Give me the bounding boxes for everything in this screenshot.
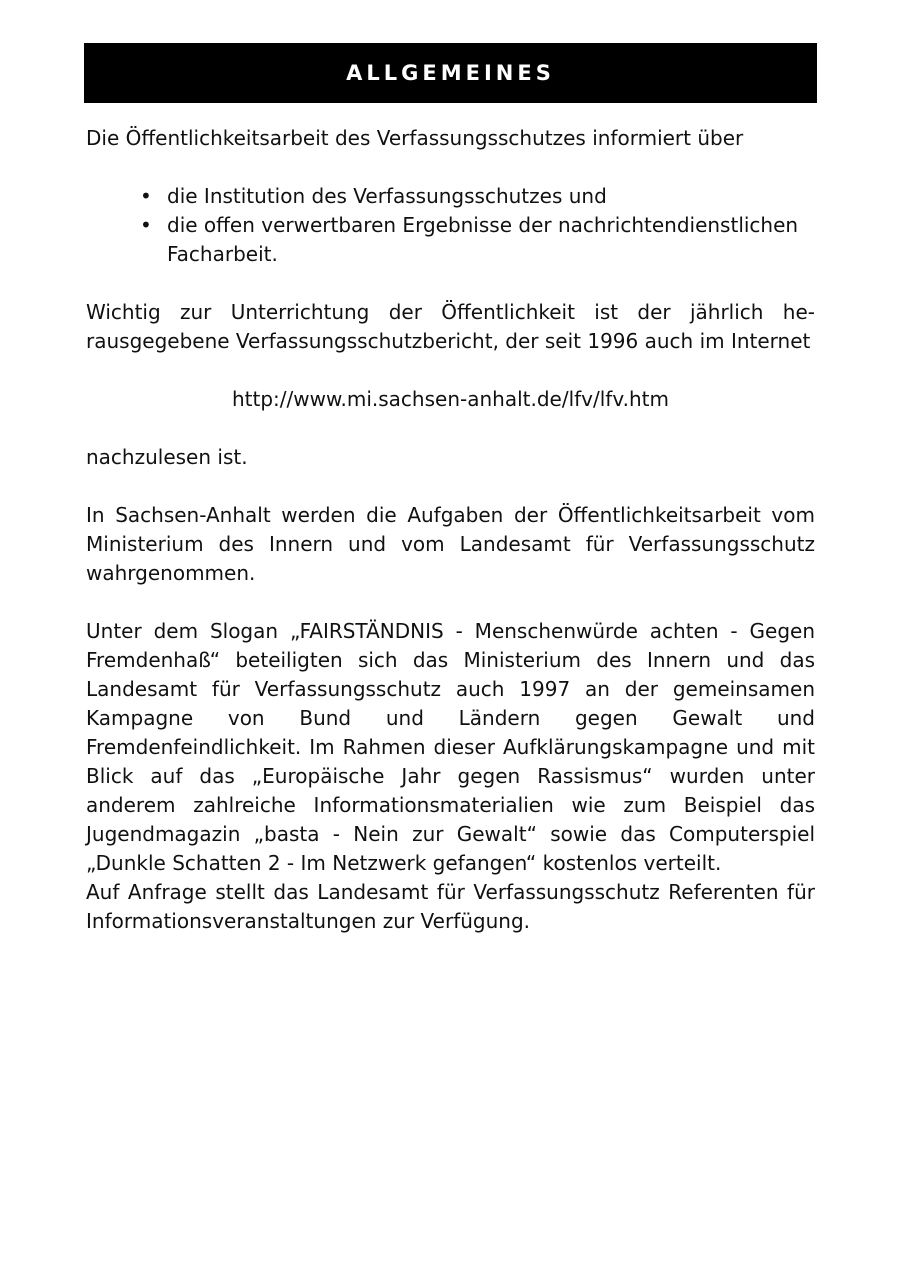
bullet-item-results [86,211,815,269]
section-title: ALLGEMEINES [346,61,555,85]
bullet-text: die offen verwertbaren Ergebnisse der nachrichtendienstlichen Facharbeit. [167,213,799,266]
speakers-paragraph: Auf Anfrage stellt das Landesamt für Verfassungsschutz Referenten für Informationsveranstaltungen zur Verfügung. [86,880,815,933]
document-body [86,124,815,936]
website-url: http://www.mi.sachsen-anhalt.de/lfv/lfv.htm [232,387,669,411]
paragraph-spacer [86,356,815,385]
report-paragraph: Wichtig zur Unterrichtung der Öffentlichkeit ist der jährlich herausgegebene Verfassungsschutzbericht, der seit 1996 auch im Internet [86,300,815,353]
paragraph-spacer [86,588,815,617]
paragraph-spacer [86,153,815,182]
campaign-paragraph: Unter dem Slogan „FAIRSTÄNDNIS - Menschenwürde achten - Gegen Fremdenhaß“ beteiligten sich das Ministerium des Innern und das Landesamt für Verfassungsschutz auch 1997 an der gemeinsamen Kampagne von Bund und Ländern gegen Gewalt und Fremdenfeindlichkeit. Im Rahmen dieser Aufklärungskampagne und mit Blick auf das „Europäische Jahr gegen Rassismus“ wurden unter anderem zahlreiche Informationsmaterialien wie zum Beispiel das Jugendmagazin „basta - Nein zur Gewalt“ sowie das Computerspiel „Dunkle Schatten 2 - Im Netzwerk gefangen“ kostenlos verteilt. [86,619,815,875]
tasks-paragraph: In Sachsen-Anhalt werden die Aufgaben der Öffentlichkeitsarbeit vom Ministerium des Innern und vom Landesamt für Verfassungsschutz wahrgenommen. [86,503,815,585]
section-header-bar [84,43,817,103]
paragraph-spacer [86,414,815,443]
bullet-list [86,182,815,269]
bullet-item-institution [86,182,815,211]
bullet-icon: • [140,213,152,237]
paragraph-spacer [86,269,815,298]
after-url-paragraph: nachzulesen ist. [86,445,248,469]
bullet-icon: • [140,184,152,208]
intro-paragraph: Die Öffentlichkeitsarbeit des Verfassungsschutzes informiert über [86,126,744,150]
bullet-text: die Institution des Verfassungsschutzes und [167,184,607,208]
paragraph-spacer [86,472,815,501]
